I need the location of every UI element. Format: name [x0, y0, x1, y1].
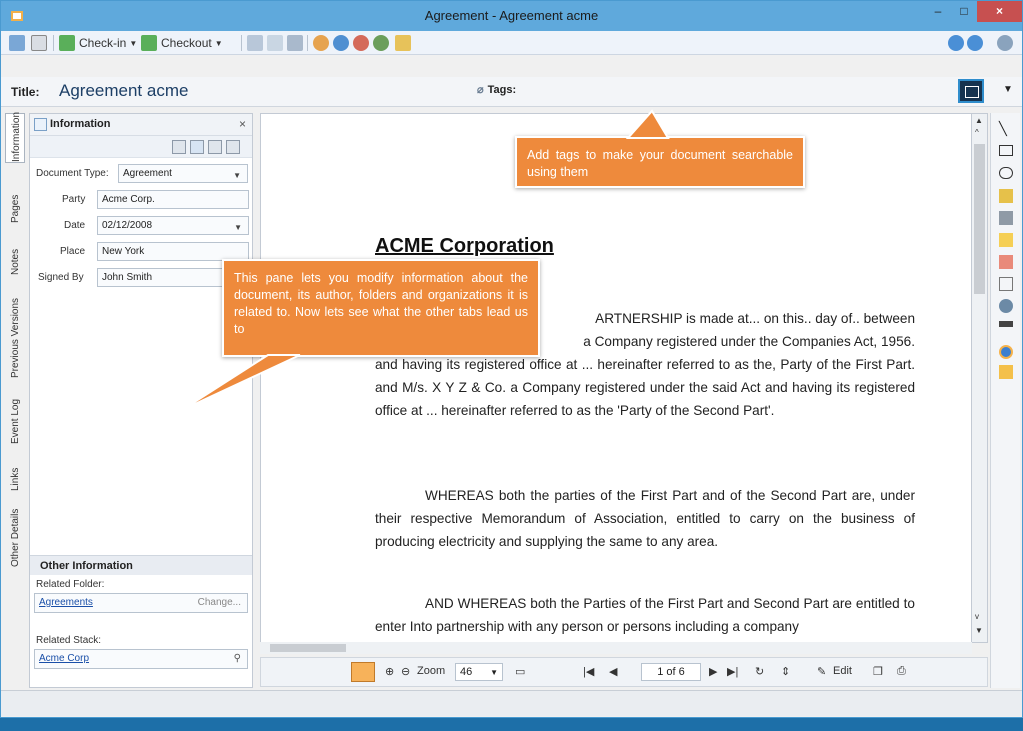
save-icon[interactable] [172, 140, 186, 154]
print-icon[interactable]: ⎙ [897, 665, 906, 677]
field-label: Document Type: [36, 168, 109, 179]
checkin-icon [59, 35, 75, 51]
scrollbar-thumb[interactable] [270, 644, 346, 652]
thumbnail-button[interactable] [958, 79, 984, 103]
document-type-select[interactable]: Agreement ▼ [118, 164, 248, 183]
export-icon[interactable] [395, 34, 411, 52]
zoom-label: Zoom [417, 665, 446, 677]
copy-icon[interactable]: ❐ [873, 666, 883, 678]
chevron-down-icon[interactable]: ▼ [1003, 84, 1013, 95]
field-label: Place [60, 246, 86, 257]
doc-paragraph-1: and having its registered office at ... hereinafter referred to as the, Party of the First Part. and M/s. X Y Z & Co. a Company registered under the said Act and having its registered office at ... hereinafter referred to as the 'Party of the Second Part'. [375, 357, 915, 418]
related-folder-link[interactable]: Agreements [39, 597, 93, 608]
panel-header [30, 114, 252, 136]
toolbar-separator [53, 35, 54, 51]
doc-paragraph-1a: ARTNERSHIP is made at... on this.. day of.. between [595, 311, 915, 326]
maximize-button[interactable]: □ [960, 4, 968, 18]
field-party [30, 188, 252, 212]
doc-paragraph-3: AND WHEREAS both the Parties of the First Part and Second Part are entitled to enter Into partnership with any person or persons including a company [375, 596, 915, 634]
info-icon[interactable] [999, 345, 1013, 359]
related-folder-box [34, 593, 248, 613]
viewer-navbar [260, 657, 988, 687]
tags-callout: Add tags to make your document searchable using them [515, 136, 805, 188]
main-toolbar [1, 31, 1022, 55]
field-date [30, 214, 252, 238]
field-place [30, 240, 252, 264]
title-row [1, 77, 1022, 107]
scroll-up-icon[interactable]: ^ [975, 128, 979, 137]
annotation-toolbar [990, 113, 1020, 688]
last-page-icon[interactable]: ▶| [727, 666, 739, 678]
doc-paragraph-2: WHEREAS both the parties of the First Part and of the Second Part are, under their respective Memorandum of Association, entitled to carry on the business of producing electricity and supplying the same to any area. [375, 488, 915, 549]
rotate-icon[interactable]: ↻ [755, 666, 765, 678]
scroll-bottom-icon[interactable]: ▼ [975, 626, 983, 635]
search-icon[interactable]: ⚲ [233, 653, 241, 664]
window-title: Agreement - Agreement acme [424, 8, 599, 23]
document-viewer[interactable] [260, 113, 972, 643]
delete-icon[interactable] [31, 34, 47, 52]
vertical-tabs [5, 113, 25, 673]
tab-notes[interactable]: Notes [10, 248, 21, 275]
group-icon[interactable] [373, 34, 389, 52]
scan-icon[interactable] [287, 34, 303, 52]
tags-label: Tags: [487, 83, 517, 96]
chevron-down-icon: ▼ [234, 223, 242, 232]
pan-tool-button[interactable] [351, 662, 375, 682]
panel-close-button[interactable]: × [238, 117, 246, 131]
party-field[interactable]: Acme Corp. [97, 190, 249, 209]
flip-icon[interactable]: ⇕ [781, 666, 791, 678]
line-tool-icon[interactable]: ╲ [999, 121, 1007, 136]
chevron-down-icon: ▼ [214, 38, 223, 48]
scroll-top-icon[interactable]: ▲ [975, 116, 983, 125]
chevron-down-icon: ▼ [129, 38, 138, 48]
prev-page-icon[interactable]: ◀ [609, 666, 618, 678]
tab-pages[interactable]: Pages [10, 194, 21, 223]
checkout-icon [141, 35, 157, 51]
related-stack-link[interactable]: Acme Corp [39, 653, 90, 664]
save-icon[interactable] [9, 34, 25, 52]
field-label: Party [62, 194, 86, 205]
stamp-icon[interactable] [999, 255, 1013, 269]
ellipse-tool-icon[interactable] [999, 167, 1013, 179]
tab-event-log[interactable]: Event Log [10, 398, 21, 444]
related-stack-label: Related Stack: [36, 635, 102, 646]
field-label: Signed By [38, 272, 84, 283]
next-page-icon[interactable]: ▶ [709, 666, 718, 678]
strikeout-icon[interactable] [999, 211, 1013, 225]
toolbar-separator [307, 35, 308, 51]
field-document-type [30, 162, 252, 186]
grid-icon[interactable] [226, 140, 240, 154]
scrollbar-thumb[interactable] [974, 144, 985, 294]
sticky-note-icon[interactable] [999, 233, 1013, 247]
place-field[interactable]: New York [97, 242, 249, 261]
forward-icon[interactable] [967, 34, 983, 52]
title-label: Title: [11, 85, 40, 99]
status-bar [1, 690, 1022, 716]
scroll-down-icon[interactable]: v [975, 612, 979, 621]
users-icon[interactable] [353, 34, 369, 52]
list-icon[interactable] [999, 365, 1013, 379]
field-signed-by [30, 266, 252, 290]
checkout-button[interactable] [141, 34, 223, 52]
undo-icon[interactable] [190, 140, 204, 154]
date-field[interactable]: 02/12/2008 ▼ [97, 216, 249, 235]
field-label: Date [64, 220, 86, 231]
change-folder-button[interactable]: Change... [197, 597, 241, 608]
back-icon[interactable] [948, 34, 964, 52]
information-panel [29, 113, 253, 688]
zoom-out-icon[interactable]: ⊖ [401, 666, 411, 678]
info-icon [34, 118, 47, 131]
zoom-in-icon[interactable]: ⊕ [385, 666, 395, 678]
signed-by-field[interactable]: John Smith [97, 268, 249, 287]
pane-callout: This pane lets you modify information about the document, its author, folders and organizations it is related to. Now lets see what the other tabs lead us to [222, 259, 540, 357]
horizontal-scrollbar[interactable] [260, 642, 972, 654]
document-title[interactable]: Agreement acme [59, 81, 189, 100]
page-indicator[interactable]: 1 of 6 [641, 663, 701, 681]
document-heading: ACME Corporation [375, 235, 554, 257]
related-stack-box [34, 649, 248, 669]
chevron-down-icon: ▼ [490, 668, 498, 677]
vertical-scrollbar[interactable] [971, 113, 988, 643]
minimize-button[interactable]: – [934, 4, 942, 18]
first-page-icon[interactable]: |◀ [583, 666, 595, 678]
highlighter-icon[interactable] [999, 189, 1013, 203]
checkout-label: Checkout [161, 36, 212, 50]
list-icon[interactable] [208, 140, 222, 154]
tags-field[interactable] [477, 83, 516, 96]
tab-information[interactable]: Information [5, 113, 25, 163]
panel-title: Information [50, 118, 111, 130]
print-icon[interactable] [247, 34, 263, 52]
other-information-header: Other Information [30, 555, 252, 575]
signature-icon[interactable] [999, 321, 1013, 327]
title-bar [1, 1, 1022, 31]
user-add-icon[interactable] [333, 34, 349, 52]
doc-paragraph-1b: a Company registered under the Companies Act, 1956. [583, 334, 915, 349]
fit-width-icon[interactable]: ▭ [515, 666, 526, 678]
panel-toolbar [30, 136, 252, 158]
tab-previous-versions[interactable]: Previous Versions [10, 297, 21, 378]
tab-other-details[interactable]: Other Details [10, 508, 21, 567]
related-folder-label: Related Folder: [36, 579, 105, 590]
redact-icon[interactable] [999, 299, 1013, 313]
user-icon[interactable] [313, 34, 329, 52]
edit-label[interactable]: Edit [833, 665, 852, 677]
help-icon[interactable] [997, 34, 1013, 52]
checkin-button[interactable] [59, 34, 137, 52]
email-icon[interactable] [267, 34, 283, 52]
close-button[interactable]: × [977, 1, 1022, 22]
edit-icon[interactable]: ✎ [817, 666, 827, 678]
toolbar-separator [241, 35, 242, 51]
text-tool-icon[interactable] [999, 277, 1013, 291]
tab-links[interactable]: Links [10, 467, 21, 491]
zoom-select[interactable]: 46 ▼ [455, 663, 503, 681]
rectangle-tool-icon[interactable] [999, 145, 1013, 156]
checkin-label: Check-in [79, 36, 127, 50]
tag-icon: ⌀ [477, 84, 484, 96]
chevron-down-icon: ▼ [233, 171, 241, 180]
